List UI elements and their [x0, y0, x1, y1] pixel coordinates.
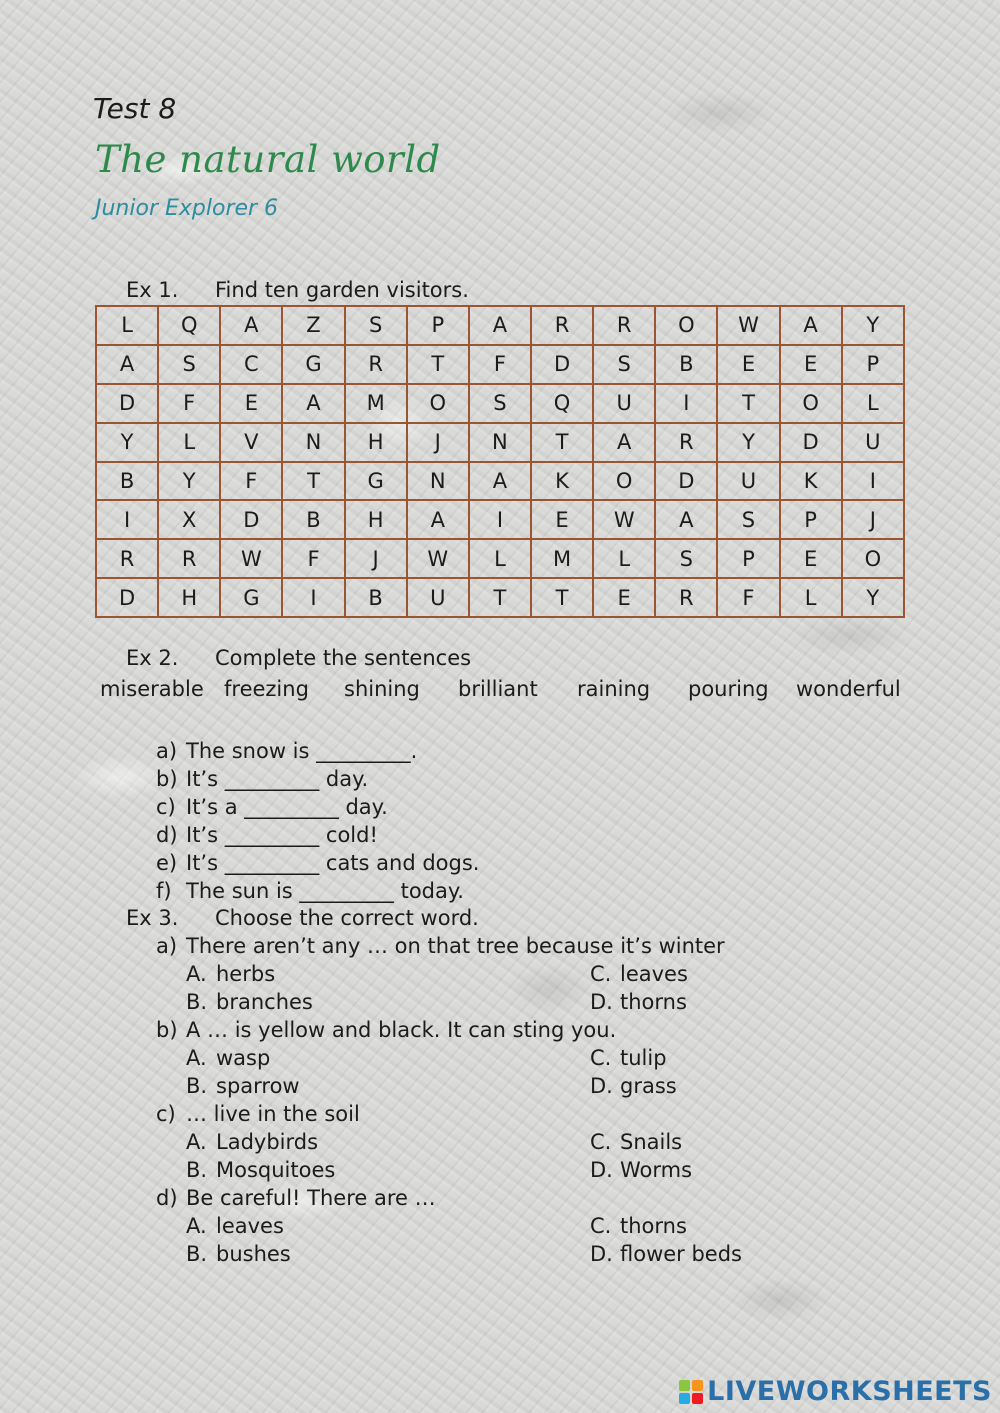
word-bank-item: raining	[577, 677, 651, 701]
sentence-letter: f)	[156, 879, 172, 903]
grid-cell[interactable]: A	[282, 384, 344, 423]
option-c[interactable]	[590, 1214, 687, 1238]
option-text: Ladybirds	[216, 1130, 319, 1154]
option-d[interactable]	[590, 1074, 677, 1098]
option-c[interactable]	[590, 1046, 667, 1070]
ex3-instruction: Choose the correct word.	[215, 906, 479, 930]
grid-cell[interactable]: F	[469, 345, 531, 384]
grid-row	[96, 462, 904, 501]
option-a[interactable]	[186, 1130, 318, 1154]
grid-cell[interactable]: E	[780, 539, 842, 578]
grid-cell[interactable]: B	[282, 500, 344, 539]
grid-cell[interactable]: Y	[96, 423, 158, 462]
sentence-text: The snow is _________.	[186, 739, 418, 763]
sentence-letter: c)	[156, 795, 176, 819]
option-letter: A.	[186, 1130, 207, 1154]
ex3-question-a	[156, 934, 725, 958]
grid-cell[interactable]: P	[717, 539, 779, 578]
grid-cell[interactable]: I	[282, 578, 344, 617]
grid-row	[96, 539, 904, 578]
grid-cell[interactable]: A	[593, 423, 655, 462]
option-text: Mosquitoes	[216, 1158, 336, 1182]
liveworksheets-logo-icon	[679, 1380, 703, 1404]
ex2-sentence-d	[156, 823, 378, 847]
grid-cell[interactable]: N	[407, 462, 469, 501]
grid-cell[interactable]: M	[345, 384, 407, 423]
word-bank-item: pouring	[688, 677, 769, 701]
option-b[interactable]	[186, 1074, 300, 1098]
grid-cell[interactable]: E	[717, 345, 779, 384]
grid-cell[interactable]: D	[96, 384, 158, 423]
ex1-heading	[126, 278, 469, 302]
option-text: branches	[216, 990, 313, 1014]
grid-cell[interactable]: S	[345, 306, 407, 345]
grid-row	[96, 500, 904, 539]
grid-cell[interactable]: Q	[158, 306, 220, 345]
grid-cell[interactable]: S	[717, 500, 779, 539]
option-b[interactable]	[186, 1158, 335, 1182]
word-bank-item: freezing	[224, 677, 309, 701]
grid-cell[interactable]: K	[780, 462, 842, 501]
option-text: herbs	[216, 962, 276, 986]
option-text: leaves	[216, 1214, 284, 1238]
grid-cell[interactable]: R	[96, 539, 158, 578]
grid-cell[interactable]: A	[655, 500, 717, 539]
ex2-sentence-c	[156, 795, 388, 819]
grid-cell[interactable]: J	[345, 539, 407, 578]
sentence-letter: a)	[156, 739, 178, 763]
grid-cell[interactable]: S	[158, 345, 220, 384]
grid-cell[interactable]: G	[220, 578, 282, 617]
grid-cell[interactable]: P	[780, 500, 842, 539]
grid-cell[interactable]: D	[655, 462, 717, 501]
grid-cell[interactable]: T	[469, 578, 531, 617]
ex3-number: Ex 3.	[126, 906, 179, 930]
grid-cell[interactable]: B	[655, 345, 717, 384]
sentence-text: It’s _________ day.	[186, 767, 369, 791]
option-d[interactable]	[590, 1242, 742, 1266]
grid-cell[interactable]: A	[469, 306, 531, 345]
question-text: There aren’t any … on that tree because it’s winter	[186, 934, 725, 958]
grid-cell[interactable]: L	[96, 306, 158, 345]
grid-cell[interactable]: U	[842, 423, 904, 462]
grid-cell[interactable]: N	[469, 423, 531, 462]
grid-cell[interactable]: U	[717, 462, 779, 501]
liveworksheets-watermark[interactable]	[679, 1376, 992, 1407]
grid-cell[interactable]: I	[842, 462, 904, 501]
grid-cell[interactable]: W	[407, 539, 469, 578]
grid-cell[interactable]: W	[593, 500, 655, 539]
option-b[interactable]	[186, 990, 313, 1014]
question-letter: b)	[156, 1018, 178, 1042]
option-a[interactable]	[186, 1214, 284, 1238]
option-text: Worms	[620, 1158, 693, 1182]
option-text: flower beds	[620, 1242, 743, 1266]
grid-cell[interactable]: D	[220, 500, 282, 539]
sentence-text: It’s a _________ day.	[186, 795, 388, 819]
grid-cell[interactable]: R	[158, 539, 220, 578]
option-letter: A.	[186, 1214, 207, 1238]
grid-cell[interactable]: K	[531, 462, 593, 501]
grid-cell[interactable]: Y	[842, 306, 904, 345]
grid-cell[interactable]: T	[717, 384, 779, 423]
grid-cell[interactable]: C	[220, 345, 282, 384]
grid-cell[interactable]: Y	[842, 578, 904, 617]
grid-cell[interactable]: T	[407, 345, 469, 384]
grid-cell[interactable]: M	[531, 539, 593, 578]
option-text: leaves	[620, 962, 688, 986]
sentence-letter: e)	[156, 851, 178, 875]
sentence-letter: d)	[156, 823, 178, 847]
ex1-number: Ex 1.	[126, 278, 179, 302]
grid-cell[interactable]: I	[96, 500, 158, 539]
grid-cell[interactable]: S	[655, 539, 717, 578]
option-text: thorns	[620, 1214, 687, 1238]
grid-cell[interactable]: R	[593, 306, 655, 345]
grid-cell[interactable]: A	[96, 345, 158, 384]
grid-cell[interactable]: L	[842, 384, 904, 423]
option-b[interactable]	[186, 1242, 291, 1266]
ex2-sentence-b	[156, 767, 368, 791]
option-letter: C.	[590, 1214, 612, 1238]
grid-cell[interactable]: I	[469, 500, 531, 539]
word-bank-item: wonderful	[796, 677, 901, 701]
ex2-number: Ex 2.	[126, 646, 179, 670]
grid-cell[interactable]: O	[593, 462, 655, 501]
option-letter: C.	[590, 1130, 612, 1154]
option-letter: C.	[590, 962, 612, 986]
grid-cell[interactable]: O	[842, 539, 904, 578]
option-a[interactable]	[186, 1046, 270, 1070]
option-text: sparrow	[216, 1074, 300, 1098]
grid-cell[interactable]: T	[531, 423, 593, 462]
sentence-letter: b)	[156, 767, 178, 791]
grid-cell[interactable]: F	[282, 539, 344, 578]
word-search-grid	[95, 305, 905, 618]
grid-cell[interactable]: W	[717, 306, 779, 345]
grid-cell[interactable]: L	[469, 539, 531, 578]
option-letter: B.	[186, 1074, 208, 1098]
option-text: wasp	[216, 1046, 271, 1070]
sentence-text: It’s _________ cats and dogs.	[186, 851, 480, 875]
option-letter: D.	[590, 1074, 613, 1098]
ex2-sentence-f	[156, 879, 464, 903]
grid-cell[interactable]: J	[407, 423, 469, 462]
option-letter: B.	[186, 1158, 208, 1182]
ex2-sentence-a	[156, 739, 417, 763]
option-letter: B.	[186, 1242, 208, 1266]
option-letter: D.	[590, 990, 613, 1014]
option-letter: D.	[590, 1158, 613, 1182]
question-letter: c)	[156, 1102, 176, 1126]
grid-cell[interactable]: B	[345, 578, 407, 617]
grid-cell[interactable]: E	[780, 345, 842, 384]
grid-cell[interactable]: L	[780, 578, 842, 617]
grid-cell[interactable]: Z	[282, 306, 344, 345]
grid-cell[interactable]: F	[717, 578, 779, 617]
ex2-instruction: Complete the sentences	[215, 646, 472, 670]
question-text: … live in the soil	[186, 1102, 360, 1126]
option-text: Snails	[620, 1130, 683, 1154]
question-letter: a)	[156, 934, 178, 958]
option-letter: A.	[186, 1046, 207, 1070]
grid-cell[interactable]: P	[407, 306, 469, 345]
grid-cell[interactable]: L	[158, 423, 220, 462]
option-letter: C.	[590, 1046, 612, 1070]
option-text: tulip	[620, 1046, 667, 1070]
grid-cell[interactable]: R	[345, 345, 407, 384]
grid-cell[interactable]: J	[842, 500, 904, 539]
word-bank-item: shining	[344, 677, 420, 701]
option-a[interactable]	[186, 962, 275, 986]
grid-cell[interactable]: D	[96, 578, 158, 617]
grid-cell[interactable]: E	[220, 384, 282, 423]
option-letter: A.	[186, 962, 207, 986]
grid-cell[interactable]: G	[345, 462, 407, 501]
page-subtitle: Junior Explorer 6	[95, 196, 279, 221]
ex3-question-d	[156, 1186, 436, 1210]
grid-cell[interactable]: E	[593, 578, 655, 617]
grid-cell[interactable]: W	[220, 539, 282, 578]
option-letter: D.	[590, 1242, 613, 1266]
sentence-text: It’s _________ cold!	[186, 823, 378, 847]
grid-cell[interactable]: O	[407, 384, 469, 423]
grid-cell[interactable]: Y	[717, 423, 779, 462]
grid-cell[interactable]: E	[531, 500, 593, 539]
watermark-text: LIVEWORKSHEETS	[707, 1376, 992, 1407]
grid-row	[96, 578, 904, 617]
ex2-heading	[126, 646, 471, 670]
question-text: A … is yellow and black. It can sting you.	[186, 1018, 617, 1042]
option-text: grass	[620, 1074, 677, 1098]
sentence-text: The sun is _________ today.	[186, 879, 464, 903]
option-text: bushes	[216, 1242, 291, 1266]
ex3-question-c	[156, 1102, 360, 1126]
grid-cell[interactable]: O	[655, 306, 717, 345]
grid-cell[interactable]: A	[407, 500, 469, 539]
grid-cell[interactable]: P	[842, 345, 904, 384]
ex3-heading	[126, 906, 479, 930]
grid-cell[interactable]: R	[531, 306, 593, 345]
option-c[interactable]	[590, 962, 688, 986]
grid-cell[interactable]: F	[158, 384, 220, 423]
grid-cell[interactable]: A	[780, 306, 842, 345]
grid-row	[96, 306, 904, 345]
grid-cell[interactable]: A	[469, 462, 531, 501]
grid-cell[interactable]: T	[531, 578, 593, 617]
option-d[interactable]	[590, 990, 687, 1014]
grid-cell[interactable]: D	[780, 423, 842, 462]
grid-cell[interactable]: U	[407, 578, 469, 617]
option-text: thorns	[620, 990, 687, 1014]
word-bank-item: miserable	[100, 677, 204, 701]
option-d[interactable]	[590, 1158, 692, 1182]
grid-cell[interactable]: S	[593, 345, 655, 384]
grid-cell[interactable]: H	[158, 578, 220, 617]
grid-cell[interactable]: R	[655, 578, 717, 617]
grid-cell[interactable]: Q	[531, 384, 593, 423]
grid-cell[interactable]: T	[282, 462, 344, 501]
grid-cell[interactable]: U	[593, 384, 655, 423]
test-label: Test 8	[93, 92, 177, 125]
question-text: Be careful! There are …	[186, 1186, 436, 1210]
grid-cell[interactable]: B	[96, 462, 158, 501]
grid-row	[96, 345, 904, 384]
grid-cell[interactable]: L	[593, 539, 655, 578]
grid-cell[interactable]: F	[220, 462, 282, 501]
grid-cell[interactable]: Y	[158, 462, 220, 501]
grid-cell[interactable]: S	[469, 384, 531, 423]
grid-cell[interactable]: D	[531, 345, 593, 384]
grid-cell[interactable]: I	[655, 384, 717, 423]
option-letter: B.	[186, 990, 208, 1014]
ex1-instruction: Find ten garden visitors.	[215, 278, 469, 302]
word-bank-item: brilliant	[458, 677, 538, 701]
page-title: The natural world	[95, 138, 441, 181]
grid-cell[interactable]: R	[655, 423, 717, 462]
grid-cell[interactable]: O	[780, 384, 842, 423]
ex2-sentence-e	[156, 851, 479, 875]
question-letter: d)	[156, 1186, 178, 1210]
grid-cell[interactable]: N	[282, 423, 344, 462]
ex3-question-b	[156, 1018, 616, 1042]
grid-row	[96, 384, 904, 423]
grid-row	[96, 423, 904, 462]
grid-cell[interactable]: G	[282, 345, 344, 384]
grid-cell[interactable]: H	[345, 500, 407, 539]
grid-cell[interactable]: H	[345, 423, 407, 462]
grid-cell[interactable]: A	[220, 306, 282, 345]
grid-cell[interactable]: X	[158, 500, 220, 539]
option-c[interactable]	[590, 1130, 682, 1154]
grid-cell[interactable]: V	[220, 423, 282, 462]
